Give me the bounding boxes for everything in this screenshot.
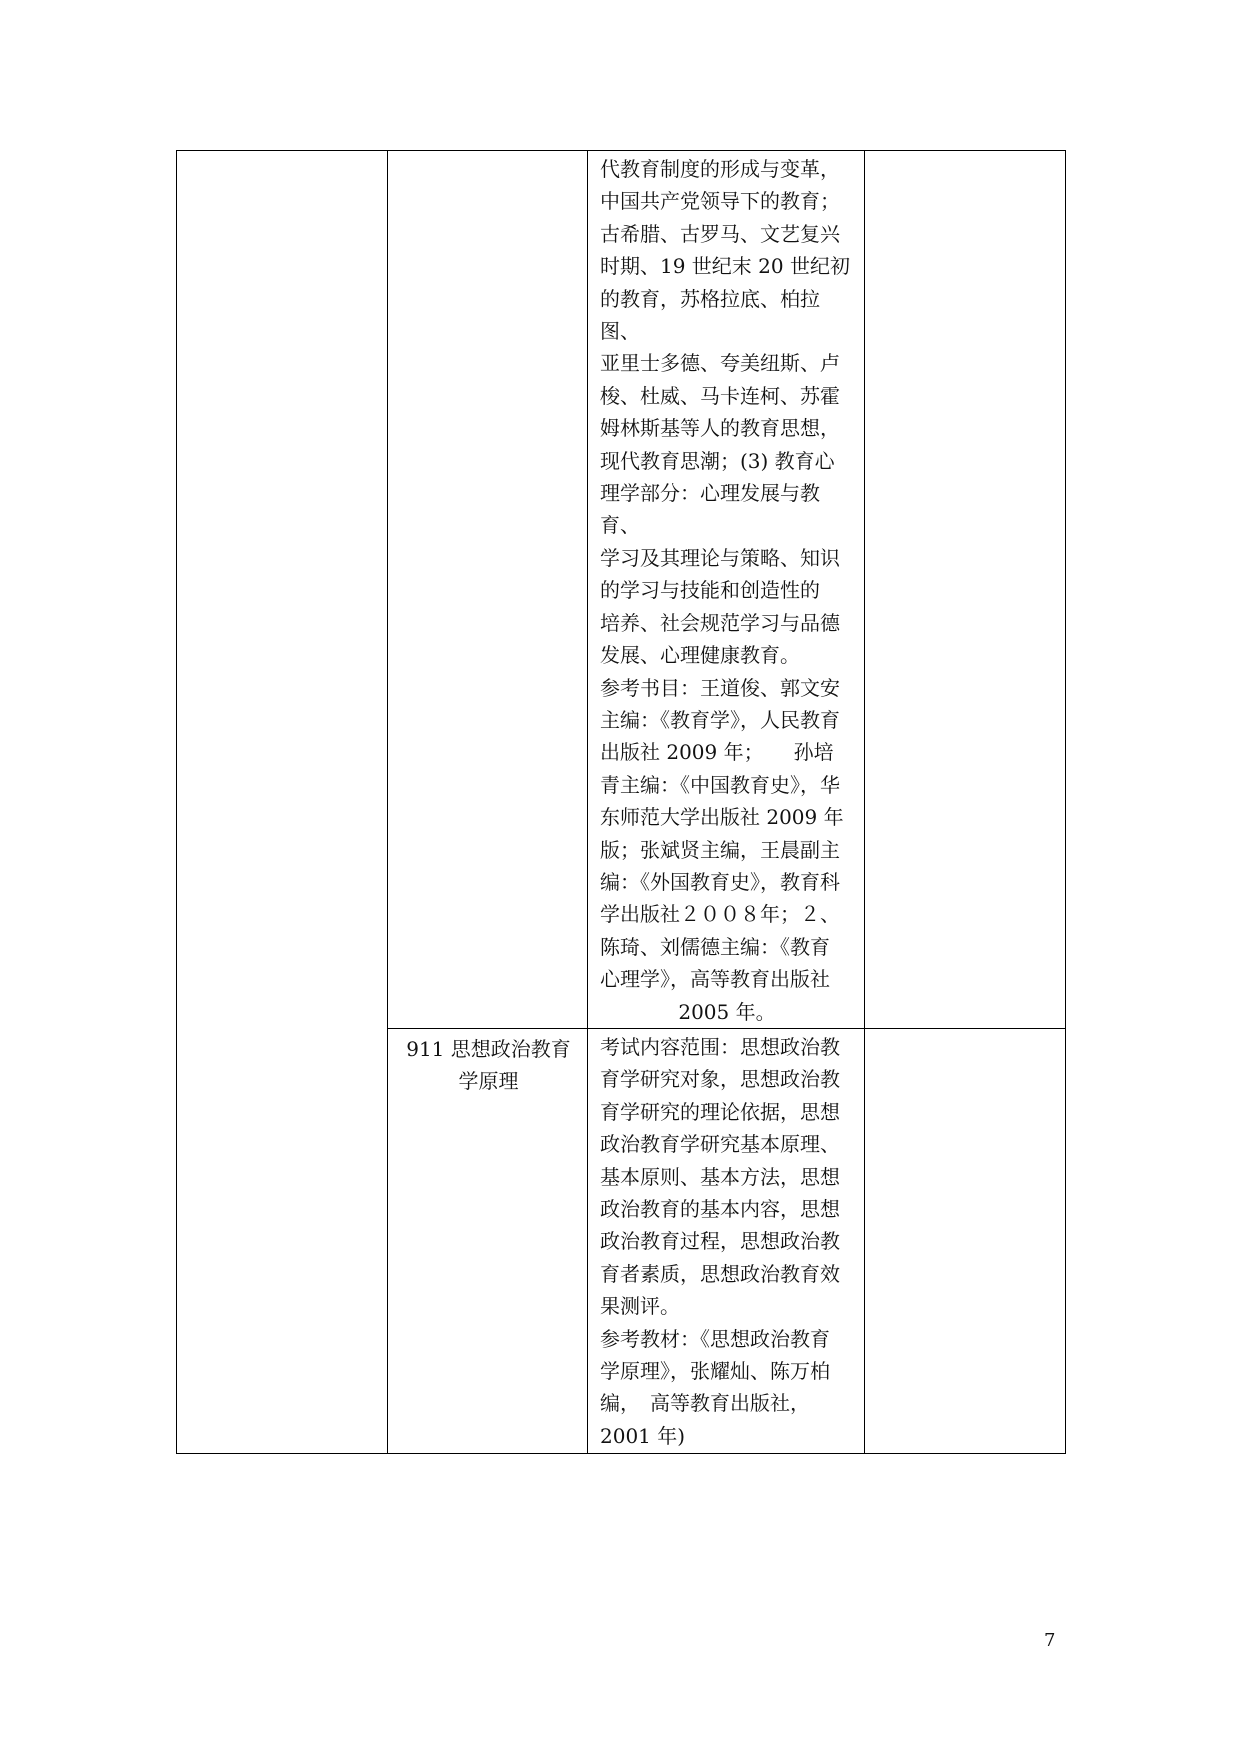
- content-line: 政治教育的基本内容，思想: [600, 1197, 840, 1221]
- notes-cell: [865, 151, 1066, 1029]
- notes-text: [865, 151, 1065, 153]
- content-line: 主编：《教育学》，人民教育: [600, 707, 840, 732]
- content-line: 政治教育学研究基本原理、: [600, 1132, 840, 1157]
- content-line: 参考教材：《思想政治教育: [600, 1326, 830, 1351]
- content-cell: [588, 151, 865, 1029]
- course-cell: [388, 1028, 588, 1453]
- content-line: 中国共产党领导下的教育；: [600, 189, 840, 214]
- exam-content-text: [588, 151, 864, 1028]
- content-line: 政治教育过程，思想政治教: [600, 1229, 840, 1254]
- notes-cell: [865, 1028, 1066, 1453]
- content-line: 心理学》，高等教育出版社: [600, 967, 830, 992]
- content-line: 2001 年): [600, 1423, 686, 1448]
- content-line: 参考书目：王道俊、郭文安: [600, 675, 840, 700]
- content-line: 古希腊、古罗马、文艺复兴: [600, 221, 840, 246]
- content-line: 学原理》，张耀灿、陈万柏: [600, 1359, 830, 1384]
- course-name-text: 911 思想政治教育学原理: [406, 1036, 571, 1094]
- content-line: 育者素质，思想政治教育效: [600, 1261, 840, 1286]
- content-line: 育学研究的理论依据，思想: [600, 1099, 840, 1124]
- content-line: 学习及其理论与策略、知识: [600, 545, 840, 570]
- content-line: 果测评。: [600, 1294, 680, 1319]
- course-cell: [388, 151, 588, 1029]
- page-number: 7: [1044, 1630, 1056, 1651]
- content-line: 发展、心理健康教育。: [600, 643, 800, 668]
- content-cell: [588, 1028, 865, 1453]
- content-line: 亚里士多德、夸美纽斯、卢: [600, 351, 840, 376]
- content-line: 基本原则、基本方法，思想: [600, 1164, 840, 1189]
- content-line: 考试内容范围：思想政治教: [600, 1034, 840, 1059]
- content-line: 的学习与技能和创造性的: [600, 578, 820, 603]
- content-line: 时期、19 世纪末 20 世纪初: [600, 254, 850, 279]
- exam-content-text: [588, 1029, 864, 1452]
- content-line: 2005 年。: [678, 999, 776, 1024]
- content-line: 东师范大学出版社 2009 年: [600, 805, 844, 830]
- content-line: 的教育，苏格拉底、柏拉图、: [600, 286, 820, 344]
- content-line: 学出版社２００８年；２、: [600, 902, 840, 927]
- content-line: 培养、社会规范学习与品德: [600, 610, 840, 635]
- content-line: 梭、杜威、马卡连柯、苏霍: [600, 383, 840, 408]
- content-line: 出版社 2009 年； 孙培: [600, 740, 834, 765]
- content-line: 代教育制度的形成与变革，: [600, 157, 840, 181]
- content-line: 育学研究对象，思想政治教: [600, 1067, 840, 1092]
- content-line: 陈琦、刘儒德主编：《教育: [600, 934, 830, 959]
- category-text: [177, 151, 387, 153]
- category-cell: [177, 151, 388, 1454]
- notes-text: [865, 1029, 1065, 1031]
- course-name-text: [388, 151, 587, 155]
- content-line: 理学部分：心理发展与教育、: [600, 481, 820, 538]
- content-line: 姆林斯基等人的教育思想，: [600, 416, 840, 441]
- content-line: 版；张斌贤主编，王晨副主: [600, 837, 840, 862]
- content-line: 青主编：《中国教育史》，华: [600, 772, 840, 797]
- content-line: 编：《外国教育史》，教育科: [600, 869, 840, 894]
- content-line: 现代教育思潮；(3) 教育心: [600, 448, 835, 473]
- table-row: [177, 151, 1066, 1029]
- content-line: 编， 高等教育出版社，: [600, 1391, 810, 1416]
- syllabus-table: [176, 150, 1066, 1454]
